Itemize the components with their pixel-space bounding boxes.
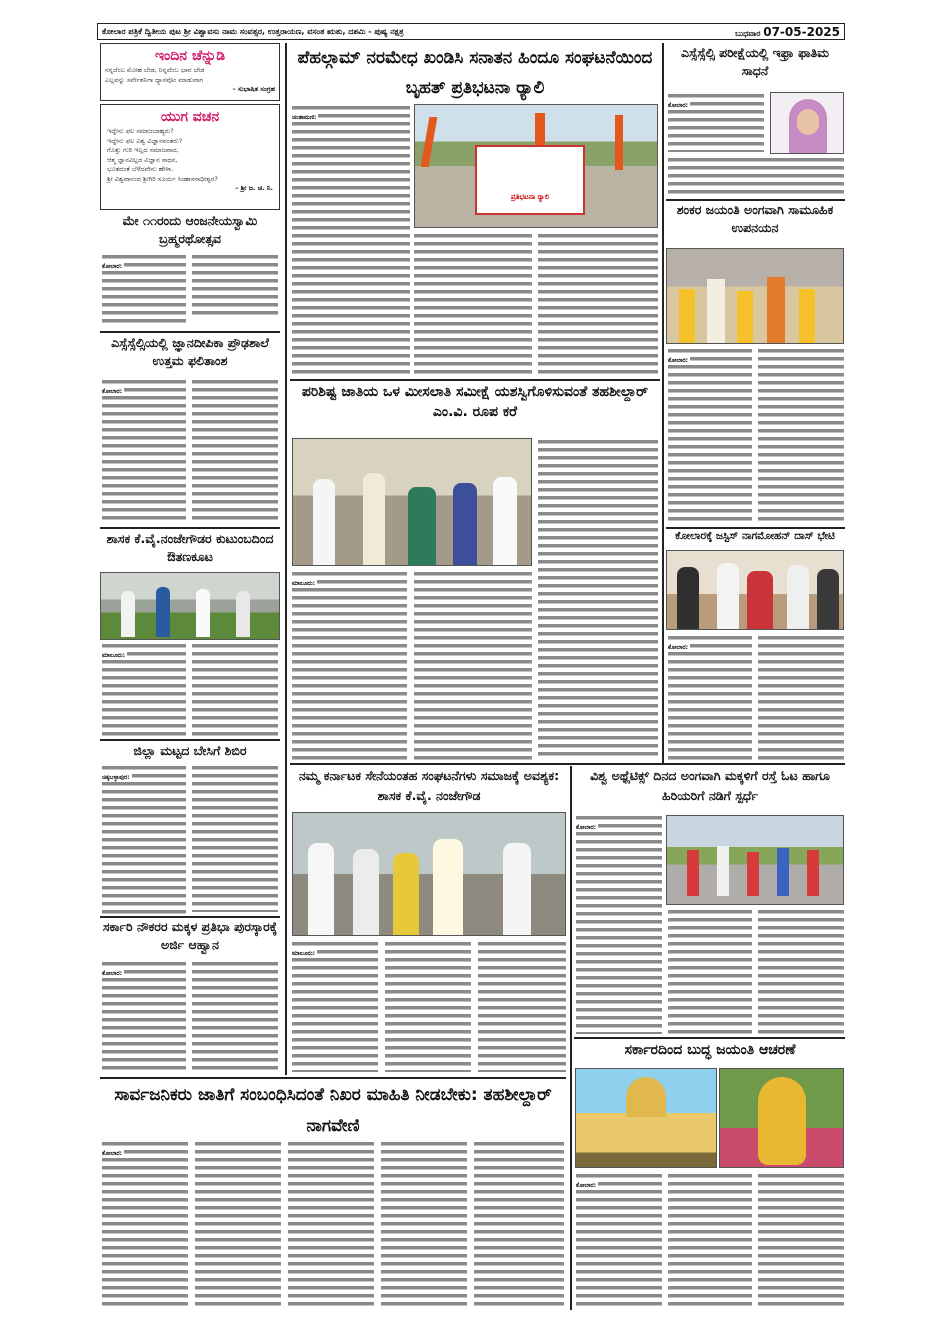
headline-survey: ಪರಿಶಿಷ್ಟ ಜಾತಿಯ ಒಳ ಮೀಸಲಾತಿ ಸಮೀಕ್ಷೆ ಯಶಸ್ವಿಗೊಳಿಸುವಂತೆ ತಹಶೀಲ್ದಾರ್ ಎಂ.ವಿ. ರೂಪ ಕರೆ [301,384,649,421]
dateline: ಕೋಲಾರ: [668,102,689,109]
article-body [102,960,186,1072]
dateline: ಮಾಲೂರು: [292,950,316,957]
dateline: ಕೋಲಾರ: [102,970,123,977]
headline-upanayana: ಶಂಕರ ಜಯಂತಿ ಅಂಗವಾಗಿ ಸಾಮೂಹಿಕ ಉಪನಯನ [676,202,834,236]
photo-buddha-statue [719,1068,844,1168]
article-body [576,1172,662,1310]
vachana-line: ಇದ್ದೇನು ಫಲ ಸಮಾಜಬಾಹ್ಯರು? [107,127,174,136]
headline-sene: ನಮ್ಮ ಕರ್ನಾಟಕ ಸೇನೆಯಂತಹ ಸಂಘಟನೆಗಳು ಸಮಾಜಕ್ಕೆ ಅವಶ್ಯಕ: ಶಾಸಕ ಕೆ.ವೈ. ನಂಜೇಗೌಡ [298,768,560,803]
article-body [414,570,532,760]
dateline: ಕೋಲಾರ: [576,1182,597,1189]
vachana-title: ಯುಗ ವಚನ [160,109,220,125]
header-day: ಬುಧವಾರ [735,28,761,38]
dateline: ಕೋಲಾರ: [102,388,123,395]
page-header [97,23,845,40]
article-body [758,908,844,1034]
article-body [758,634,844,760]
dateline: ಚಿಕ್ಕಬಳ್ಳಾಪುರ: [102,774,130,781]
article-body [102,642,186,736]
headline-rally: ಪೆಹಲ್ಗಾಮ್ ನರಮೇಧ ಖಂಡಿಸಿ ಸನಾತನ ಹಿಂದೂ ಸಂಘಟನೆಯಿಂದ ಬೃಹತ್ ಪ್ರತಿಭಟನಾ ರ್‍ಯಾಲಿ [297,48,653,98]
headline-justice: ಕೋಲಾರಕ್ಕೆ ಜಸ್ಟಿಸ್ ನಾಗಮೋಹನ್ ದಾಸ್ ಭೇಟಿ [675,530,835,542]
article-body [192,253,278,317]
article-body [576,814,662,1034]
protest-banner [475,145,585,215]
divider [574,1037,845,1039]
article-body [478,940,566,1072]
article-body [292,104,410,374]
dateline: ಕೋಲಾರ: [102,263,123,270]
vachana-line: ಆತ್ಮ ಜ್ಞಾನವಿಲ್ಲದ ವಿಜ್ಞಾನ ಸಾಧನ, [107,155,178,164]
article-body [192,642,278,736]
article-body [668,347,752,524]
dateline: ಚಿಂತಾಮಣಿ: [292,114,317,121]
divider [290,379,660,381]
photo-sene-event [292,812,566,936]
photo-ifra-fathima [770,92,844,154]
headline-brahmaratha: ಮೇ ೧೧ರಂದು ಆಂಜನೇಯಸ್ವಾಮಿ ಬ್ರಹ್ಮರಥೋತ್ಸವ [122,213,258,247]
column-divider [570,766,572,1310]
chennudi-title: ಇಂದಿನ ಚೆನ್ನುಡಿ [154,48,226,64]
article-body [668,634,752,760]
headline-athletics: ವಿಶ್ವ ಅಥ್ಲೆಟಿಕ್ಸ್ ದಿನದ ಅಂಗವಾಗಿ ಮಕ್ಕಳಿಗೆ ರಸ್ತೆ ಓಟ ಹಾಗೂ ಹಿರಿಯರಿಗೆ ನಡಿಗೆ ಸ್ಪರ್ಧೆ [590,768,830,803]
article-body [758,347,844,524]
chennudi-line: ನನ್ನದೆಂಬ ಮೋಹ ಬೇಡ, ನಿನ್ನದೆಂಬ ಭಾವ ಬೇಡ [105,66,205,75]
article-body [538,438,658,760]
photo-family-dinner [100,572,280,640]
vachana-line: ಗೊತ್ತು ಗುರಿ ಇಲ್ಲದ ಸಮಾಜವಾದ, [107,146,179,155]
dateline: ಕೋಲಾರ: [668,644,689,651]
dateline: ಕೋಲಾರ: [102,1150,123,1157]
header-info: ಕೋಲಾರ ಪತ್ರಿಕೆ ದ್ವಿತೀಯ ಪುಟ ಶ್ರೀ ವಿಶ್ವಾವಸು ನಾಮ ಸಂವತ್ಸರ, ಉತ್ತರಾಯಣ, ವಸಂತ ಋತು, ದಶಮಿ - ಪುಷ್ಯ ನಕ್ಷತ್ರ [102,26,404,36]
article-body [195,1140,281,1310]
chennudi-source: – ಸುಭಾಷಿತ ಸಂಗ್ರಹ [232,85,275,94]
headline-ifra: ಎಸ್ಸೆಸ್ಸೆಲ್ಸಿ ಪರೀಕ್ಷೆಯಲ್ಲಿ ಇಫ್ರಾ ಫಾತಿಮ ಸಾಧನೆ [680,45,830,79]
photo-road-race [666,815,844,905]
chennudi-box [100,43,280,101]
article-body [192,764,278,912]
headline-jnanadeepika: ಎಸ್ಸೆಸ್ಸೆಲ್ಸಿಯಲ್ಲಿ ಜ್ಞಾನದೀಪಿಕಾ ಪ್ರೌಢಶಾಲೆ ಉತ್ತಮ ಫಲಿತಾಂಶ [111,335,269,369]
article-body [668,1172,752,1310]
article-body [288,1140,374,1310]
dateline: ಕೋಲಾರ: [668,357,689,364]
dateline: ಮಾಲೂರು: [292,580,316,587]
column-divider [662,43,664,763]
photo-survey-meeting [292,438,532,566]
article-body [192,960,278,1072]
article-body [102,378,186,524]
divider [290,763,845,765]
article-body [668,156,844,196]
divider [100,527,280,529]
column-divider [285,43,287,1075]
photo-protest-rally [414,104,658,228]
article-body [668,92,764,152]
photo-vidhana-soudha [575,1068,717,1168]
divider [100,739,280,741]
header-date-block [735,25,840,39]
article-body [414,232,532,374]
headline-autanakoota: ಶಾಸಕ ಕೆ.ವೈ.ನಂಜೇಗೌಡರ ಕುಟುಂಬದಿಂದ ಔತಣಕೂಟ [106,531,274,565]
article-body [292,570,407,760]
vachana-line: ಶ್ರೀ ವಿಶ್ವವಾನಂದ ಶ್ರೀಗಿರಿ ಸೂರ್ಯ ಸಿಂಹಾಸನಾಧೀಶ್ವರ? [107,174,218,183]
article-body [292,940,378,1072]
article-body [381,1140,467,1310]
dateline: ಮಾಲೂರು: [102,652,126,659]
headline-puraskara: ಸರ್ಕಾರಿ ನೌಕರರ ಮಕ್ಕಳ ಪ್ರತಿಭಾ ಪುರಸ್ಕಾರಕ್ಕೆ ಅರ್ಜಿ ಆಹ್ವಾನ [102,919,278,953]
vachana-line: ಭೂತದಂತೆ ಬೆಳೆದವೇನು ಹೇಳಾ. [107,165,174,174]
vachana-line: ಇದ್ದೇನು ಫಲ ವಿಶ್ವ ವಿಜ್ಞಾನವಂತರು? [107,136,183,145]
chennudi-line: ಎಲ್ಲವನ್ನು ಸರ್ವೇಶನಿಗಾ ಧ್ಯಾನವೊಂ ಮಾಡುವಾಗ [105,75,204,84]
divider [100,331,280,333]
dateline: ಕೋಲಾರ: [576,824,597,831]
headline-buddha: ಸರ್ಕಾರದಿಂದ ಬುದ್ಧ ಜಯಂತಿ ಆಚರಣೆ [624,1042,796,1058]
article-body [192,378,278,524]
vachana-box [100,104,280,210]
article-body [102,764,186,914]
photo-upanayana [666,248,844,344]
vachana-source: – ಶ್ರೀ ಜ. ಚ. ನಿ. [235,184,273,193]
article-body [758,1172,844,1310]
banner-text: ಪ್ರತಿಭಟನಾ ರ್‍ಯಾಲಿ [510,193,550,201]
photo-justice-visit [666,550,844,630]
header-date: 07-05-2025 [763,24,840,39]
divider [100,1077,566,1079]
headline-shibira: ಜಿಲ್ಲಾ ಮಟ್ಟದ ಬೇಸಿಗೆ ಶಿಬಿರ [133,743,247,758]
article-body [385,940,471,1072]
article-body [102,1140,188,1310]
headline-nagaveni: ಸಾರ್ವಜನಿಕರು ಜಾತಿಗೆ ಸಂಬಂಧಿಸಿದಂತೆ ನಿಖರ ಮಾಹಿತಿ ನೀಡಬೇಕು: ತಹಶೀಲ್ದಾರ್ ನಾಗವೇಣಿ [114,1085,552,1137]
article-body [668,908,752,1034]
article-body [474,1140,564,1310]
article-body [538,232,658,374]
article-body [102,253,186,325]
